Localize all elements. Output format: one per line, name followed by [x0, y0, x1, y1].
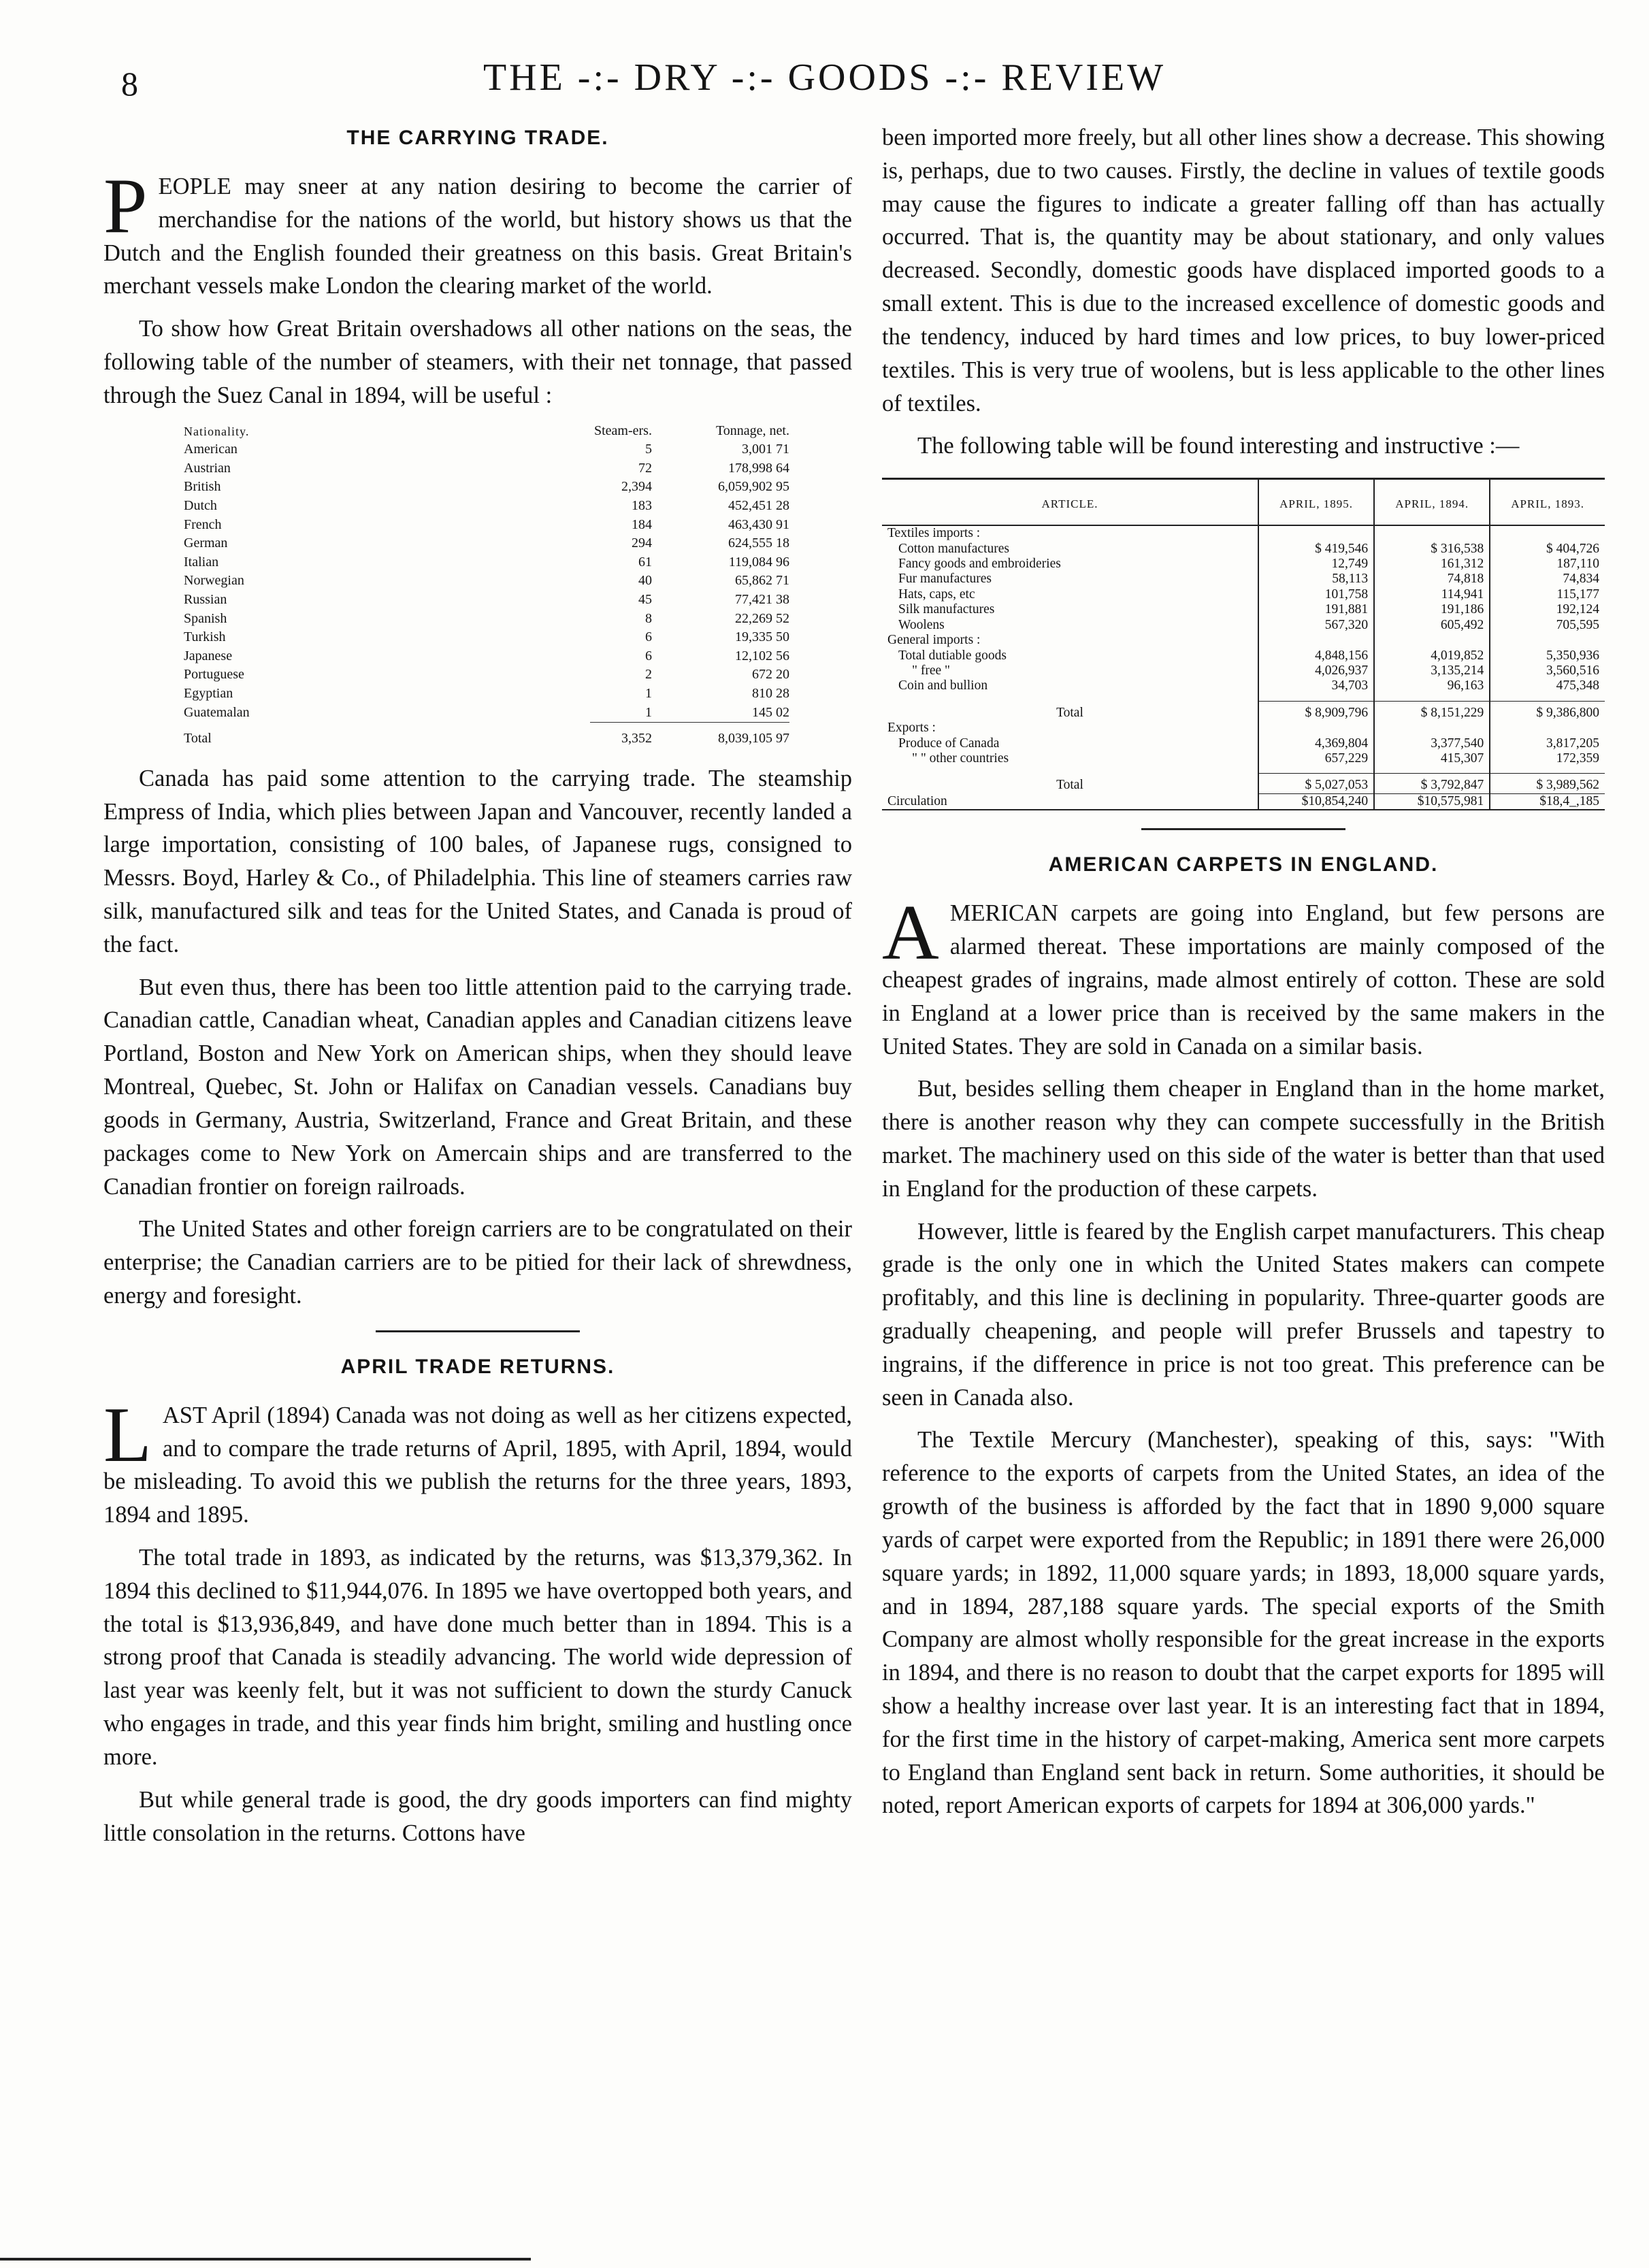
exports-row — [882, 736, 1605, 751]
value-1893 — [1490, 525, 1605, 541]
drop-cap: A — [882, 889, 939, 977]
trade-table-row — [882, 587, 1605, 602]
steamers-cell: 72 — [638, 460, 652, 476]
value-1894: 3,135,214 — [1374, 663, 1490, 678]
steamers-cell: 8 — [644, 610, 652, 626]
steamers-cell: 6 — [644, 648, 652, 663]
steamers-cell: 6 — [644, 629, 652, 645]
paragraph-text: EOPLE may sneer at any nation desiring to become the carrier of merchandise for the nations of the world, but history shows us that the Dutch and the English founded their greatness on this basis. Great Britain's merchant vessels make London the clearing market of the world. — [103, 174, 852, 299]
value-1894: 4,019,852 — [1374, 648, 1490, 663]
page-number: 8 — [121, 65, 138, 103]
col-header-steamers: Steam-ers. — [593, 423, 652, 438]
suez-table-row — [177, 534, 789, 553]
value-1895 — [1258, 633, 1374, 648]
value-1894: 74,818 — [1374, 572, 1490, 587]
value-1893: 3,560,516 — [1490, 663, 1605, 678]
value-1894: 161,312 — [1374, 557, 1490, 572]
col-header-nationality: Nationality. — [184, 425, 250, 439]
total-1895: $ 5,027,053 — [1258, 774, 1374, 793]
value-1895: 657,229 — [1258, 751, 1374, 766]
value-1895: 34,703 — [1258, 678, 1374, 693]
col-header-1894: APRIL, 1894. — [1374, 479, 1490, 526]
trade-table-row — [882, 602, 1605, 617]
value-1895: 4,848,156 — [1258, 648, 1374, 663]
left-column — [103, 121, 852, 1859]
nationality-cell: British — [184, 479, 221, 495]
drop-cap: P — [103, 163, 148, 250]
tonnage-cell: 672 20 — [752, 667, 789, 683]
april-paragraph-2: The total trade in 1893, as indicated by the returns, was $13,379,362. In 1894 this declined to $11,944,076. In 1895 we have overtopped both years, and the total is $13,936,849, and have done much better than in 1894. This is a strong proof that Canada is steadily advancing. The world wide depression of last year was keenly felt, but it was not sufficient to down the sturdy Canuck who engages in trade, and this year finds him bright, smiling and hustling once more. — [103, 1545, 852, 1770]
total-label: Total — [1056, 778, 1083, 793]
value-1893 — [1490, 633, 1605, 648]
nationality-cell: French — [184, 516, 222, 532]
nationality-cell: Portuguese — [184, 667, 244, 683]
american-carpets-title: AMERICAN CARPETS IN ENGLAND. — [1048, 853, 1439, 876]
steamers-cell: 61 — [638, 554, 652, 570]
nationality-cell: Italian — [184, 554, 219, 570]
row-label: General imports : — [887, 633, 981, 648]
suez-table-row — [177, 704, 789, 723]
exports-label: Exports : — [887, 721, 936, 736]
steamers-cell: 2 — [644, 667, 652, 683]
carrying-paragraph-3: Canada has paid some attention to the carrying trade. The steamship Empress of India, which plies between Japan and Vancouver, recently landed a large importation, consisting of 100 bales, of Japanese rugs, consigned to Messrs. Boyd, Harley & Co., of Philadelphia. This line of steamers carries raw silk, manufactured silk and teas for the United States, and Canada is proud of the fact. — [103, 765, 852, 957]
nationality-cell: Norwegian — [184, 573, 244, 589]
circulation-1895: $10,854,240 — [1258, 793, 1374, 810]
row-label: Silk manufactures — [898, 602, 995, 617]
suez-table-row — [177, 553, 789, 572]
value-1895: 4,369,804 — [1258, 736, 1374, 751]
trade-table-row — [882, 663, 1605, 678]
steamers-cell: 183 — [631, 498, 652, 514]
col-header-tonnage: Tonnage, net. — [715, 423, 789, 438]
carrying-paragraph-5: The United States and other foreign carriers are to be congratulated on their enterprise; the Canadian carriers are to be pitied for their lack of shrewdness, energy and foresight. — [103, 1216, 852, 1309]
trade-table-row — [882, 678, 1605, 693]
trade-table-row — [882, 525, 1605, 541]
value-1893: 187,110 — [1490, 557, 1605, 572]
suez-table-row — [177, 478, 789, 497]
trade-table-row — [882, 572, 1605, 587]
value-1893: 172,359 — [1490, 751, 1605, 766]
total-1893: $ 9,386,800 — [1490, 701, 1605, 721]
nationality-cell: American — [184, 442, 238, 457]
suez-table-row — [177, 665, 789, 685]
nationality-cell: Russian — [184, 592, 227, 608]
table-intro-paragraph: The following table will be found interesting and instructive :— — [917, 433, 1520, 459]
carpets-paragraph-3: However, little is feared by the English carpet manufacturers. This cheap grade is the only one in which the United States makers can compete profitably, and this line is declining in popularity. Three-quarter goods are gradually cheapening, and people will prefer Brussels and tapestry to ingrains, if the difference in price is not too great. This preference can be seen in Canada also. — [882, 1218, 1605, 1411]
value-1895: 567,320 — [1258, 618, 1374, 633]
april-paragraph-3: But while general trade is good, the dry goods importers can find mighty little consolation in the returns. Cottons have — [103, 1786, 852, 1846]
value-1893: 74,834 — [1490, 572, 1605, 587]
tonnage-cell: 77,421 38 — [735, 592, 789, 608]
section-divider — [376, 1330, 580, 1332]
steamers-cell: 40 — [638, 573, 652, 589]
right-column — [882, 121, 1605, 1832]
row-label: " " other countries — [912, 751, 1009, 766]
nationality-cell: Spanish — [184, 610, 227, 626]
col-header-1895: APRIL, 1895. — [1258, 479, 1374, 526]
circulation-1893: $18,4_,185 — [1490, 793, 1605, 810]
total-1893: $ 3,989,562 — [1490, 774, 1605, 793]
masthead: THE -:- DRY -:- GOODS -:- REVIEW — [483, 56, 1166, 99]
value-1895: 58,113 — [1258, 572, 1374, 587]
tonnage-cell: 145 02 — [752, 704, 789, 720]
april-continued-paragraph: been imported more freely, but all other lines show a decrease. This showing is, perhaps, due to two causes. Firstly, the decline in values of textile goods may cause the figures to indicate a greater falling off than has actually occurred. That is, the quantity may be about stationary, and only values decreased. Secondly, domestic goods have displaced imported goods to a small extent. This is due to the increased excellence of domestic goods and the tendency, induced by hard times and low prices, to buy lower-priced textiles. This is very true of woolens, but is less applicable to the other lines of textiles. — [882, 125, 1605, 416]
tonnage-cell: 810 28 — [752, 686, 789, 701]
tonnage-cell: 624,555 18 — [728, 536, 789, 551]
imports-total-row — [882, 701, 1605, 721]
suez-table-row — [177, 497, 789, 516]
col-header-1893: APRIL, 1893. — [1490, 479, 1605, 526]
suez-canal-table — [177, 422, 789, 749]
total-tonnage: 8,039,105 97 — [666, 723, 789, 749]
value-1895: 101,758 — [1258, 587, 1374, 602]
suez-table-row — [177, 440, 789, 459]
row-label: Cotton manufactures — [898, 541, 1009, 556]
trade-table-row — [882, 648, 1605, 663]
value-1894: $ 316,538 — [1374, 542, 1490, 557]
suez-table-row — [177, 610, 789, 629]
total-label: Total — [184, 730, 212, 746]
tonnage-cell: 22,269 52 — [735, 610, 789, 626]
trade-table-row — [882, 633, 1605, 648]
drop-cap: L — [103, 1391, 152, 1479]
nationality-cell: Guatemalan — [184, 704, 250, 720]
row-label: Fur manufactures — [898, 572, 992, 587]
carpets-paragraph-4: The Textile Mercury (Manchester), speaking of this, says: "With reference to the exports of carpets from the United States, an idea of the growth of the business is afforded by the fact that in 1890 9,000 square yards of carpet were exported from the Republic; in 1891 there were 26,000 square yards; in 1892, 11,000 square yards; in 1893, 18,000 square yards, and in 1894, 287,188 square yards. The special exports of the Smith Company are almost wholly responsible for the great increase in the exports in 1894, and there is no reason to doubt that the carpet exports for 1895 will show a healthy increase over last year. It is an interesting fact that in 1894, for the first time in the history of carpet-making, America sent more carpets to England than England sent back in return. Some authorities, it should be noted, report American exports of carpets for 1894 at 306,000 yards." — [882, 1427, 1605, 1819]
page-bottom-rule — [0, 2258, 531, 2261]
col-header-article: ARTICLE. — [882, 479, 1258, 526]
value-1894: 96,163 — [1374, 678, 1490, 693]
row-label: Hats, caps, etc — [898, 587, 975, 602]
circulation-label: Circulation — [887, 793, 947, 808]
nationality-cell: Turkish — [184, 629, 226, 645]
tonnage-cell: 19,335 50 — [735, 629, 789, 645]
steamers-cell: 2,394 — [621, 479, 652, 495]
row-label: Woolens — [898, 617, 945, 632]
trade-table-row — [882, 618, 1605, 633]
total-label: Total — [1056, 705, 1083, 720]
value-1894: 3,377,540 — [1374, 736, 1490, 751]
value-1894: 114,941 — [1374, 587, 1490, 602]
value-1895: 12,749 — [1258, 557, 1374, 572]
tonnage-cell: 463,430 91 — [728, 516, 789, 532]
trade-table-row — [882, 557, 1605, 572]
steamers-cell: 1 — [644, 686, 652, 701]
tonnage-cell: 452,451 28 — [728, 498, 789, 514]
total-1895: $ 8,909,796 — [1258, 701, 1374, 721]
april-paragraph-1 — [103, 1391, 852, 1532]
carrying-paragraph-2: To show how Great Britain overshadows all other nations on the seas, the following table of the number of steamers, with their net tonnage, that passed through the Suez Canal in 1894, will be useful : — [103, 316, 852, 408]
total-1894: $ 8,151,229 — [1374, 701, 1490, 721]
value-1893: 475,348 — [1490, 678, 1605, 693]
steamers-cell: 5 — [644, 442, 652, 457]
suez-table-row — [177, 516, 789, 535]
value-1893: 705,595 — [1490, 618, 1605, 633]
tonnage-cell: 6,059,902 95 — [718, 479, 789, 495]
circulation-row — [882, 793, 1605, 810]
tonnage-cell: 3,001 71 — [742, 442, 789, 457]
carrying-paragraph-4: But even thus, there has been too little attention paid to the carrying trade. Canadian cattle, Canadian wheat, Canadian apples and Canadian citizens leave Portland, Boston and New York on American ships, when they should leave Montreal, Quebec, St. John or Halifax on Canadian vessels. Canadians buy goods in Germany, Austria, Switzerland, France and Great Britain, and these packages come to New York on Amercain ships and are transferred to the Canadian frontier on foreign railroads. — [103, 974, 852, 1200]
trade-table-body — [882, 525, 1605, 694]
value-1894: 415,307 — [1374, 751, 1490, 766]
value-1894 — [1374, 525, 1490, 541]
value-1895: 4,026,937 — [1258, 663, 1374, 678]
total-steamers: 3,352 — [590, 723, 666, 749]
tonnage-cell: 12,102 56 — [735, 648, 789, 663]
suez-table-body — [177, 440, 789, 722]
section-divider — [1141, 828, 1345, 830]
paragraph-text: MERICAN carpets are going into England, but few persons are alarmed thereat. These importations are mainly composed of the cheapest grades of ingrains, made almost entirely of cotton. These are sold in England at a lower price than is received by the same makers in the United States. They are sold in Canada on a similar basis. — [882, 900, 1605, 1059]
steamers-cell: 294 — [631, 536, 652, 551]
nationality-cell: Dutch — [184, 498, 217, 514]
steamers-cell: 45 — [638, 592, 652, 608]
exports-total-row — [882, 774, 1605, 793]
tonnage-cell: 65,862 71 — [735, 573, 789, 589]
value-1895: 191,881 — [1258, 602, 1374, 617]
nationality-cell: Japanese — [184, 648, 233, 663]
suez-table-row — [177, 591, 789, 610]
value-1893: 115,177 — [1490, 587, 1605, 602]
suez-table-row — [177, 685, 789, 704]
total-1894: $ 3,792,847 — [1374, 774, 1490, 793]
row-label: " free " — [912, 663, 950, 678]
suez-table-row — [177, 647, 789, 666]
carrying-paragraph-1 — [103, 163, 852, 303]
row-label: Total dutiable goods — [898, 648, 1007, 663]
value-1893: $ 404,726 — [1490, 542, 1605, 557]
suez-total-row — [177, 723, 789, 749]
paragraph-text: AST April (1894) Canada was not doing as well as her citizens expected, and to compare the trade returns of April, 1895, with April, 1894, would be misleading. To avoid this we publish the returns for the three years, 1893, 1894 and 1895. — [103, 1402, 852, 1528]
value-1894: 605,492 — [1374, 618, 1490, 633]
suez-table-row — [177, 572, 789, 591]
suez-table-row — [177, 628, 789, 647]
row-label: Produce of Canada — [898, 736, 1000, 751]
trade-returns-table — [882, 478, 1605, 810]
exports-row — [882, 751, 1605, 766]
suez-table-row — [177, 459, 789, 478]
row-label: Textiles imports : — [887, 526, 981, 541]
tonnage-cell: 178,998 64 — [728, 460, 789, 476]
trade-table-footer — [882, 694, 1605, 810]
row-label: Fancy goods and embroideries — [898, 556, 1061, 571]
steamers-cell: 1 — [644, 704, 652, 720]
carpets-paragraph-2: But, besides selling them cheaper in England than in the home market, there is another reason why they can compete successfully in the British market. The machinery used on this side of the water is better than that used in England for the production of these carpets. — [882, 1076, 1605, 1202]
nationality-cell: Egyptian — [184, 686, 233, 701]
value-1893: 192,124 — [1490, 602, 1605, 617]
value-1893: 3,817,205 — [1490, 736, 1605, 751]
trade-table-row — [882, 542, 1605, 557]
nationality-cell: Austrian — [184, 460, 231, 476]
circulation-1894: $10,575,981 — [1374, 793, 1490, 810]
row-label: Coin and bullion — [898, 678, 988, 693]
nationality-cell: German — [184, 536, 228, 551]
value-1894: 191,186 — [1374, 602, 1490, 617]
value-1893: 5,350,936 — [1490, 648, 1605, 663]
april-trade-title: APRIL TRADE RETURNS. — [340, 1355, 615, 1378]
carrying-trade-title: THE CARRYING TRADE. — [346, 127, 609, 149]
value-1895 — [1258, 525, 1374, 541]
carpets-paragraph-1 — [882, 889, 1605, 1063]
steamers-cell: 184 — [631, 516, 652, 532]
exports-header-row — [882, 721, 1605, 736]
tonnage-cell: 119,084 96 — [728, 554, 789, 570]
value-1895: $ 419,546 — [1258, 542, 1374, 557]
value-1894 — [1374, 633, 1490, 648]
